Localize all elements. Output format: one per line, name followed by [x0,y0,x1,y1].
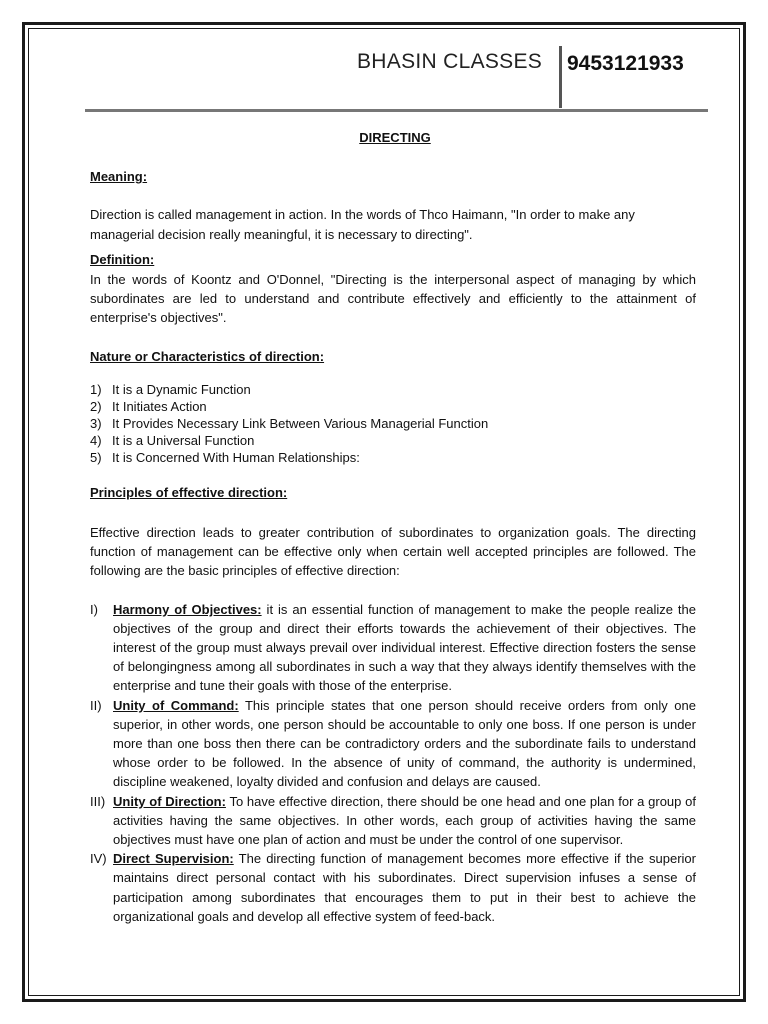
list-item-number: 5) [90,449,102,465]
list-item [90,849,696,926]
principle-term: Direct Supervision: [113,851,234,867]
nature-list [90,381,696,466]
principle-term: Unity of Direction: [113,793,226,809]
list-item-number: III) [90,793,106,809]
list-item [90,449,696,466]
list-item-number: 2) [90,398,102,414]
list-item [90,792,696,850]
definition-heading: Definition: [90,251,155,267]
list-item-number: 4) [90,432,102,448]
principle-body [113,600,696,696]
list-item [90,398,696,415]
header-divider [559,46,562,108]
principles-intro: Effective direction leads to greater contribution of subordinates to organization goals. The directing function of management can be effective only when certain well accepted principles are followed. The following are the basic principles of effective direction: [90,525,696,579]
meaning-heading: Meaning: [90,169,148,185]
principle-text: To have effective direction, there should be one head and one plan for a group of activities having the same objectives. In other words, each group of activities having the same objectives must have one plan of action and must be under the control of one supervisor. [113,793,696,848]
principle-text: This principle states that one person should receive orders from only one superior, in other words, one person should be accountable to only one boss. If one person is under more than one boss then there can be contradictory orders and the subordinate fails to understand whose order to be followed. In the absence of unity of command, the authority is undermined, discipline weakened, loyalty divided and confusion and delays are caused. [113,697,696,790]
document-body [90,128,696,926]
nature-heading: Nature or Characteristics of direction: [90,348,325,364]
list-item [90,600,696,696]
list-item-number: IV) [90,851,107,867]
principle-body [113,792,696,850]
list-item-text: It Initiates Action [112,398,207,414]
list-item [90,432,696,449]
header-org-name: BHASIN CLASSES [357,50,543,73]
list-item-text: It Provides Necessary Link Between Various Managerial Function [112,415,489,431]
header-phone-number: 9453121933 [567,52,684,75]
list-item-number: II) [90,697,102,713]
principle-body [113,849,696,926]
page-title: DIRECTING [359,130,431,145]
principle-term: Unity of Command: [113,697,239,713]
principle-term: Harmony of Objectives: [113,601,262,617]
principles-heading: Principles of effective direction: [90,484,288,500]
list-item-number: 3) [90,415,102,431]
header-rule [85,109,708,112]
meaning-text: Direction is called management in action. In the words of Thco Haimann, "In order to make any managerial decision really meaningful, it is necessary to directing". [90,207,635,242]
list-item-number: 1) [90,381,102,397]
principles-list [90,600,696,926]
principle-text: The directing function of management becomes more effective if the superior maintains direct personal contact with his subordinates. Direct supervision infuses a sense of participation among subordinates that encourages them to put in their best to achieve the organizational goals and develop all effective system of feed-back. [113,851,696,924]
principle-text: it is an essential function of management to make the people realize the objectives of the group and direct their efforts towards the achievement of their objectives. The interest of the group must always prevail over individual interest. Effective direction fosters the sense of belongingness among all subordinates in such a way that they always identify themselves with the enterprise and tune their goals with those of the enterprise. [113,601,696,694]
list-item [90,381,696,398]
list-item-text: It is a Dynamic Function [112,381,251,397]
list-item-text: It is Concerned With Human Relationships: [112,449,360,465]
list-item [90,696,696,792]
list-item-number: I) [90,601,98,617]
list-item [90,415,696,432]
list-item-text: It is a Universal Function [112,432,255,448]
principle-body [113,696,696,792]
definition-text: In the words of Koontz and O'Donnel, "Directing is the interpersonal aspect of managing by which subordinates are led to understand and contribute effectively and efficiently to the attainment of enterprise's objectives". [90,272,696,326]
